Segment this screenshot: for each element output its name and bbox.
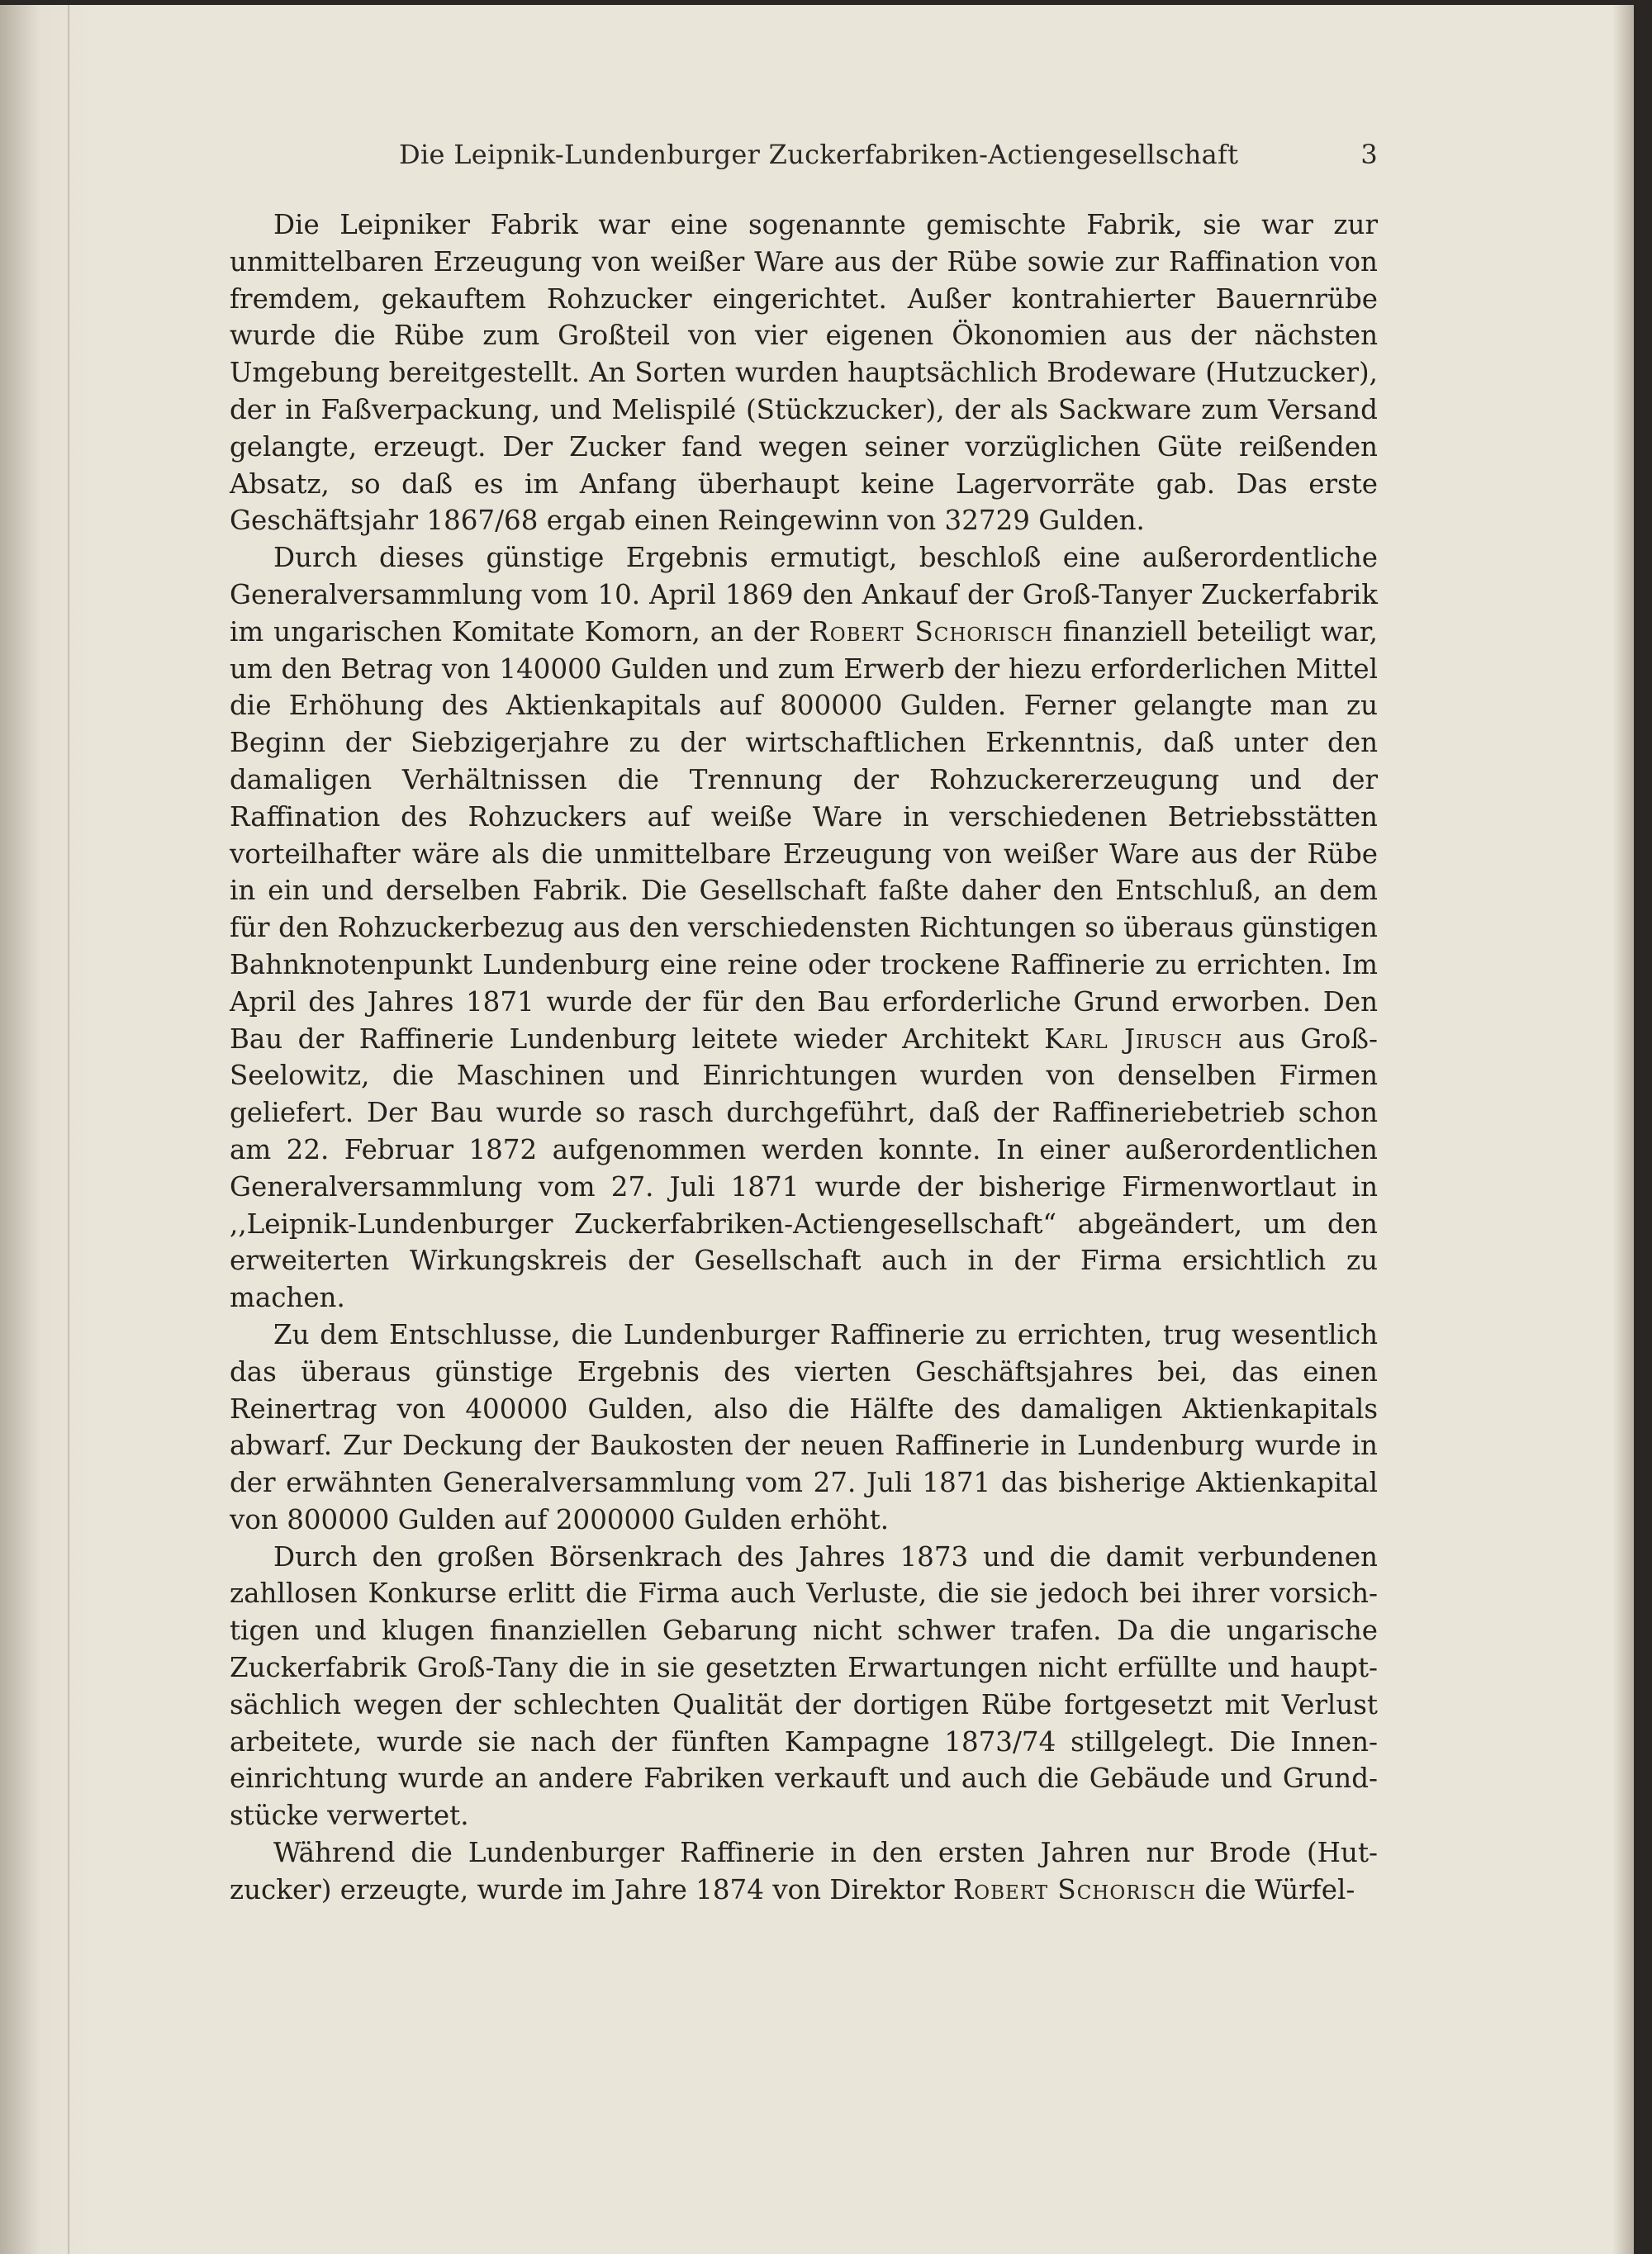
text-run: Während die Lundenburger Raffinerie in den ersten Jahren nur Brode (Hutzucker) erzeugte, wurde im Jahre 1874 von Direktor <box>230 1837 1378 1905</box>
running-head-title: Die Leipnik-Lundenburger Zuckerfabriken-Actiengesellschaft <box>399 139 1239 170</box>
paragraph <box>230 1834 1378 1909</box>
gutter-shadow <box>0 5 99 2254</box>
body-text <box>230 206 1378 1909</box>
gutter-line <box>68 5 69 2254</box>
running-head <box>230 139 1378 180</box>
page-edge-shadow <box>1612 5 1634 2254</box>
text-run: die Würfel- <box>1196 1873 1355 1905</box>
paragraph: Die Leipniker Fabrik war eine sogenannte gemischte Fabrik, sie war zur unmittelbaren Erzeugung von weißer Ware aus der Rübe sowie zur Raffination von fremdem, gekauftem Rohzucker eingerichtet. Außer kontrahierter Bauernrübe wurde die Rübe zum Großteil von vier eigenen Ökonomien aus der nächsten Umgebung bereitgestellt. An Sorten wurden hauptsächlich Brodeware (Hutzucker), der in Faßverpackung, und Melispilé (Stückzucker), der als Sackware zum Versand gelangte, erzeugt. Der Zucker fand wegen seiner vorzüglichen Güte reißenden Absatz, so daß es im Anfang überhaupt keine Lagervorräte gab. Das erste Geschäftsjahr 1867/68 ergab einen Reingewinn von 32729 Gulden. <box>230 209 1378 537</box>
paragraph: Zu dem Entschlusse, die Lundenburger Raffinerie zu errichten, trug wesentlich das überaus günstige Ergebnis des vierten Geschäftsjahres bei, das einen Reinertrag von 400000 Gulden, also die Hälfte des damaligen Aktienkapitals abwarf. Zur Deckung der Baukosten der neuen Raffinerie in Lundenburg wurde in der erwähnten Generalversammlung vom 27. Juli 1871 das bisherige Aktienkapital von 800000 Gulden auf 2000000 Gulden erhöht. <box>230 1318 1378 1535</box>
person-name: Karl Jirusch <box>1044 1023 1223 1055</box>
text-run: aus Groß-Seelowitz, die Maschinen und Einrichtungen wurden von denselben Firmen geliefert. Der Bau wurde so rasch durchgeführt, daß der Raffineriebetrieb schon am 22. Februar 1872 aufgenommen werden konnte. In einer außerordentlichen Generalversammlung vom 27. Juli 1871 wurde der bisherige Firmenwortlaut in ,,Leipnik-Lundenburger Zuckerfabriken-Actiengesellschaft“ abgeändert, um den erweiterten Wirkungskreis der Gesellschaft auch in der Firma ersichtlich zu machen. <box>230 1023 1379 1314</box>
person-name: Robert Schorisch <box>952 1873 1197 1905</box>
person-name: Robert Schorisch <box>809 615 1054 648</box>
paragraph <box>230 539 1378 1317</box>
text-run: finanziell beteiligt war, um den Betrag von 140000 Gulden und zum Erwerb der hiezu erforderlichen Mittel die Erhöhung des Aktienkapitals auf 800000 Gulden. Ferner gelangte man zu Beginn der Siebzigerjahre zu der wirtschaftlichen Erkenntnis, daß unter den damaligen Verhältnissen die Trennung der Rohzuckererzeugung und der Raffination des Rohzuckers auf weiße Ware in verschiedenen Betriebsstätten vorteilhafter wäre als die unmittelbare Erzeugung von weißer Ware aus der Rübe in ein und derselben Fabrik. Die Gesellschaft faßte daher den Entschluß, an dem für den Rohzuckerbezug aus den verschiedensten Richtungen so überaus günstigen Bahnknotenpunkt Lundenburg eine reine oder trockene Raffinerie zu errichten. Im April des Jahres 1871 wurde der für den Bau erforderliche Grund erworben. Den Bau der Raffinerie Lundenburg leitete wieder Architekt <box>230 615 1378 1055</box>
paragraph: Durch den großen Börsenkrach des Jahres 1873 und die damit verbundenen zahllosen Konkurse erlitt die Firma auch Verluste, die sie jedoch bei ihrer vorsichtigen und klugen finanziellen Gebarung nicht schwer trafen. Da die ungarische Zuckerfabrik Groß-Tany die in sie gesetzten Erwartungen nicht erfüllte und hauptsächlich wegen der schlechten Qualität der dortigen Rübe fortgesetzt mit Verlust arbeitete, wurde sie nach der fünften Kampagne 1873/74 stillgelegt. Die Inneneinrichtung wurde an andere Fabriken verkauft und auch die Gebäude und Grundstücke verwertet. <box>230 1540 1378 1832</box>
text-run: Durch dieses günstige Ergebnis ermutigt, beschloß eine außerordentliche Generalversammlung vom 10. April 1869 den Ankauf der Groß-Tanyer Zuckerfabrik im ungarischen Komitate Komorn, an der <box>230 542 1378 648</box>
page-number: 3 <box>1360 139 1378 170</box>
book-page <box>0 5 1634 2254</box>
